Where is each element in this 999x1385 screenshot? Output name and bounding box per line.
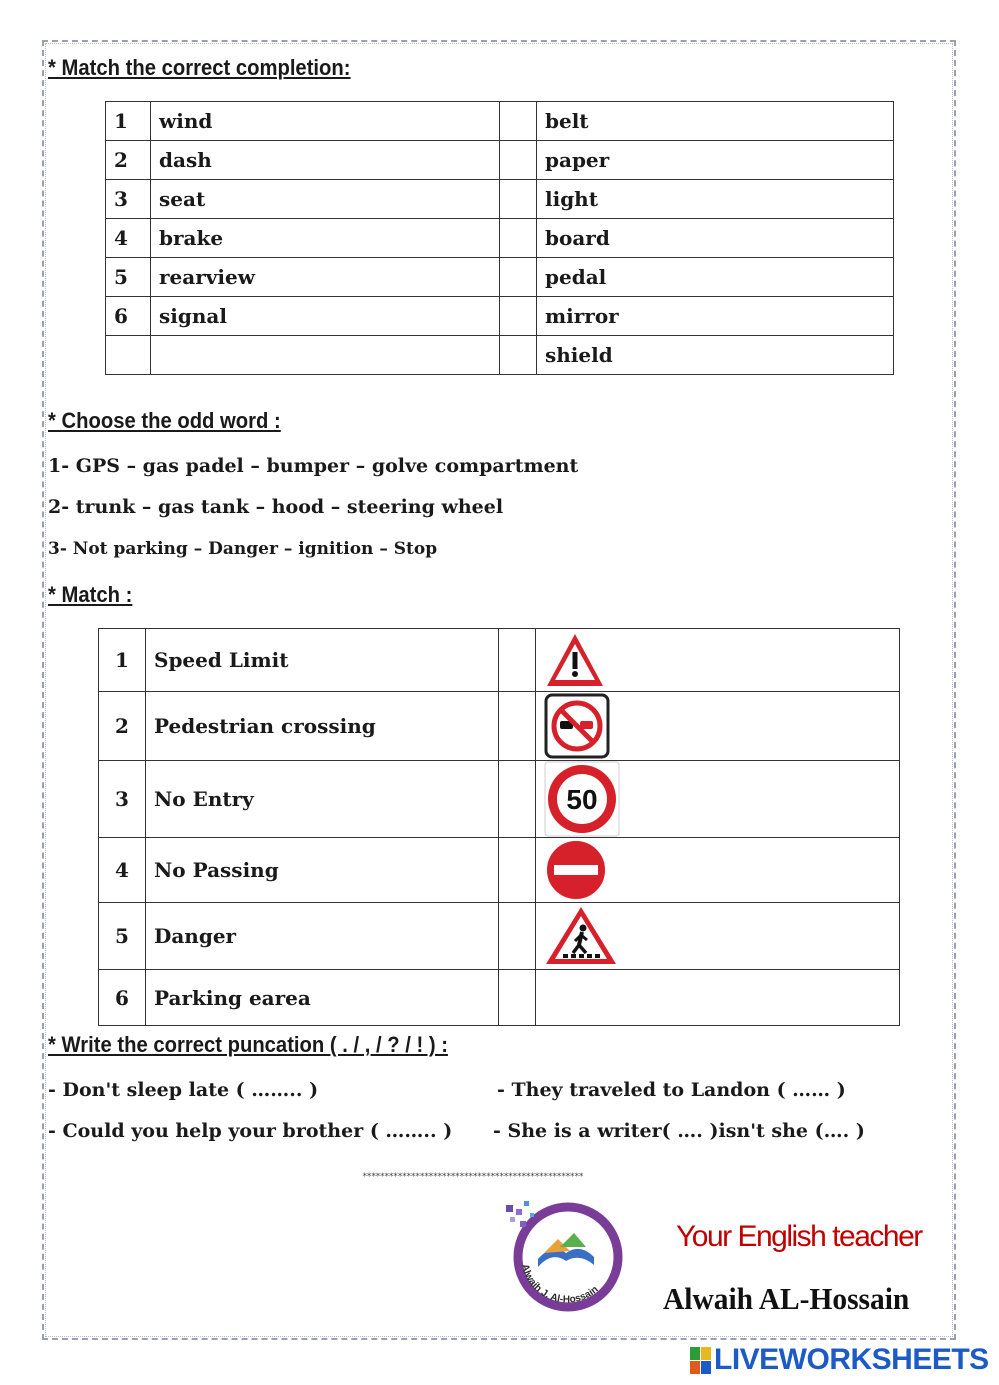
sign-row [99, 692, 900, 761]
completion-row [106, 141, 894, 180]
row-number: 5 [99, 903, 146, 970]
teacher-title: Your English teacher [676, 1220, 922, 1253]
empty-sign-cell [536, 970, 900, 1026]
word-right: paper [537, 141, 894, 180]
row-number: 1 [106, 102, 151, 141]
word-left: dash [151, 141, 500, 180]
sign-row [99, 970, 900, 1026]
answer-cell[interactable] [500, 141, 537, 180]
speed-limit-value: 50 [566, 784, 598, 815]
section-heading-match: * Match : [48, 582, 133, 607]
logo-text: Alwaih J. Al-Hossain [518, 1262, 601, 1306]
word-right: board [537, 219, 894, 258]
answer-cell[interactable] [499, 761, 536, 838]
sign-label: Speed Limit [146, 629, 499, 692]
word-left: signal [151, 297, 500, 336]
section-heading-completion: * Match the correct completion: [48, 55, 351, 80]
speed-limit-sign-icon [544, 761, 620, 837]
section-heading-punctuation: * Write the correct puncation ( . / , / ? / ! ) : [48, 1032, 448, 1057]
word-right: pedal [537, 258, 894, 297]
sign-row [99, 761, 900, 838]
word-left [151, 336, 500, 375]
completion-table [105, 101, 894, 375]
odd-word-item-1: 1- GPS – gas padel – bumper – golve compartment [48, 455, 579, 477]
divider-stars: ************************************************** [362, 1172, 583, 1182]
answer-cell[interactable] [500, 258, 537, 297]
row-number: 4 [106, 219, 151, 258]
teacher-logo-icon [500, 1195, 630, 1315]
sign-row [99, 903, 900, 970]
sign-row [99, 629, 900, 692]
row-number: 2 [106, 141, 151, 180]
punctuation-item-2: - They traveled to Landon ( …… ) [497, 1079, 846, 1101]
word-left: brake [151, 219, 500, 258]
completion-row [106, 258, 894, 297]
word-left: rearview [151, 258, 500, 297]
completion-row [106, 336, 894, 375]
row-number: 6 [99, 970, 146, 1026]
sign-label: No Passing [146, 838, 499, 903]
sign-label: Pedestrian crossing [146, 692, 499, 761]
completion-row [106, 180, 894, 219]
danger-warning-sign-icon [544, 631, 606, 689]
sign-row [99, 838, 900, 903]
row-number: 1 [99, 629, 146, 692]
pedestrian-crossing-sign-icon [544, 905, 618, 967]
row-number [106, 336, 151, 375]
odd-word-item-2: 2- trunk – gas tank – hood – steering wheel [48, 496, 504, 518]
word-left: wind [151, 102, 500, 141]
completion-row [106, 219, 894, 258]
answer-cell[interactable] [500, 336, 537, 375]
answer-cell[interactable] [500, 180, 537, 219]
answer-cell[interactable] [500, 102, 537, 141]
no-entry-sign-icon [544, 838, 608, 902]
section-heading-odd-word: * Choose the odd word : [48, 408, 281, 433]
sign-match-table [98, 628, 900, 1026]
liveworksheets-badge-icon [690, 1347, 712, 1375]
completion-row [106, 102, 894, 141]
punctuation-item-3: - Could you help your brother ( …….. ) [48, 1120, 453, 1142]
answer-cell[interactable] [499, 903, 536, 970]
word-left: seat [151, 180, 500, 219]
row-number: 3 [106, 180, 151, 219]
sign-label: No Entry [146, 761, 499, 838]
answer-cell[interactable] [500, 297, 537, 336]
word-right: light [537, 180, 894, 219]
completion-row [106, 297, 894, 336]
row-number: 5 [106, 258, 151, 297]
answer-cell[interactable] [499, 838, 536, 903]
row-number: 4 [99, 838, 146, 903]
word-right: mirror [537, 297, 894, 336]
answer-cell[interactable] [500, 219, 537, 258]
punctuation-item-1: - Don't sleep late ( …….. ) [48, 1079, 319, 1101]
no-passing-sign-icon [544, 693, 610, 759]
answer-cell[interactable] [499, 970, 536, 1026]
word-right: shield [537, 336, 894, 375]
sign-label: Parking earea [146, 970, 499, 1026]
row-number: 3 [99, 761, 146, 838]
word-right: belt [537, 102, 894, 141]
answer-cell[interactable] [499, 692, 536, 761]
liveworksheets-brand[interactable]: LIVEWORKSHEETS [714, 1343, 989, 1376]
teacher-name: Alwaih AL-Hossain [663, 1281, 910, 1316]
punctuation-item-4: - She is a writer( …. )isn't she (…. ) [493, 1120, 865, 1142]
row-number: 2 [99, 692, 146, 761]
answer-cell[interactable] [499, 629, 536, 692]
row-number: 6 [106, 297, 151, 336]
sign-label: Danger [146, 903, 499, 970]
odd-word-item-3: 3- Not parking – Danger – ignition – Stop [48, 539, 438, 559]
